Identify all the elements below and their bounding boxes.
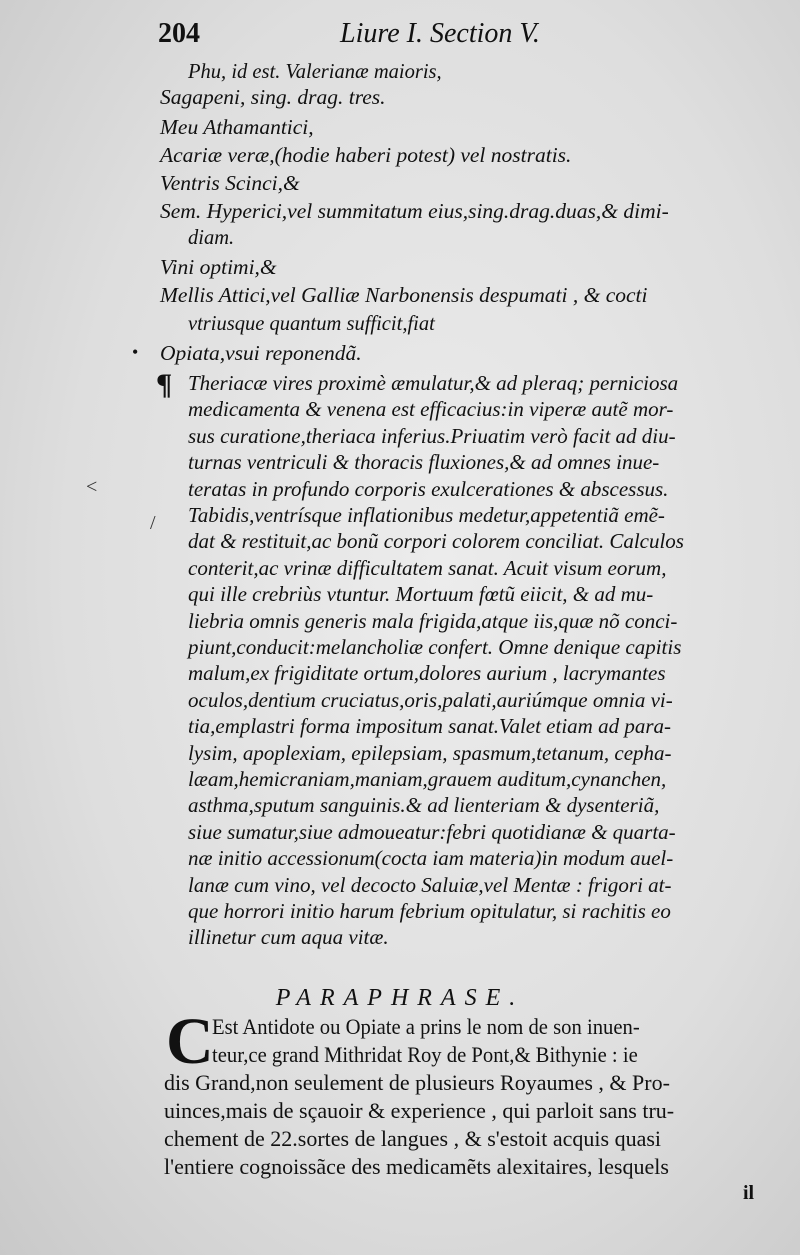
latin-line: dat & restituit,ac bonũ corpori colorem conciliat. Calculos xyxy=(188,529,684,554)
recipe-line: vtriusque quantum sufficit,fiat xyxy=(188,311,435,335)
latin-line: piunt,conducit:melancholiæ confert. Omne denique capitis xyxy=(188,635,682,659)
recipe-line: Sem. Hyperici,vel summitatum eius,sing.drag.duas,& dimi- xyxy=(160,199,669,223)
drop-cap: C xyxy=(166,1005,214,1078)
latin-line: illinetur cum aqua vitæ. xyxy=(188,925,389,950)
paraphrase-line: teur,ce grand Mithridat Roy de Pont,& Bithynie : ie xyxy=(212,1042,638,1067)
latin-line: oculos,dentium cruciatus,oris,palati,auriúmque omnia vi- xyxy=(188,687,673,712)
recipe-line: Opiata,vsui reponendã. xyxy=(160,341,362,365)
latin-line: sus curatione,theriaca inferius.Priuatim verò facit ad diu- xyxy=(188,423,676,448)
latin-line: næ initio accessionum(cocta iam materia)in modum auel- xyxy=(188,846,674,871)
margin-slash-icon: / xyxy=(150,512,156,534)
latin-line: liebria omnis generis mala frigida,atque iis,quæ nõ conci- xyxy=(188,608,678,633)
latin-line: conterit,ac vrinæ difficultatem sanat. Acuit visum eorum, xyxy=(188,555,667,580)
paraphrase-line: Est Antidote ou Opiate a prins le nom de son inuen- xyxy=(212,1014,640,1039)
latin-line: tia,emplastri forma impositum sanat.Valet etiam ad para- xyxy=(188,714,671,739)
recipe-line: diam. xyxy=(188,225,235,249)
latin-line: qui ille crebriùs vtuntur. Mortuum fœtũ eiicit, & ad mu- xyxy=(188,582,654,607)
latin-line: lysim, apoplexiam, epilepsiam, spasmum,tetanum, cepha- xyxy=(188,740,672,765)
paraphrase-line: l'entiere cognoissãce des medicamẽts alexitaires, lesquels xyxy=(164,1154,669,1179)
latin-line: læam,hemicraniam,maniam,grauem auditum,cynanchen, xyxy=(188,767,667,791)
margin-chevron-icon: < xyxy=(86,476,98,498)
latin-line: Theriacæ vires proximè æmulatur,& ad pleraq; perniciosa xyxy=(188,371,679,395)
running-title: Liure I. Section V. xyxy=(340,18,540,49)
recipe-line: Mellis Attici,vel Galliæ Narbonensis despumati , & cocti xyxy=(160,283,648,307)
recipe-line: Phu, id est. Valerianæ maioris, xyxy=(188,59,442,83)
latin-line: siue sumatur,siue admoueatur:febri quotidianæ & quarta- xyxy=(188,819,676,844)
latin-line: Tabidis,ventrísque inflationibus medetur,appetentiã emẽ- xyxy=(188,503,665,527)
latin-line: teratas in profundo corporis exulcerationes & abscessus. xyxy=(188,476,669,501)
latin-line: lanæ cum vino, vel decocto Saluiæ,vel Mentæ : frigori at- xyxy=(188,872,672,897)
folio-number: 204 xyxy=(158,18,200,49)
latin-line: que horrori initio harum febrium opitulatur, si rachitis eo xyxy=(188,899,671,923)
paraphrase-line: uinces,mais de sçauoir & experience , qui parloit sans tru- xyxy=(164,1098,675,1123)
recipe-line: Meu Athamantici, xyxy=(160,115,314,139)
catchword: il xyxy=(743,1182,755,1204)
latin-line: malum,ex frigiditate ortum,dolores aurium , lacrymantes xyxy=(188,661,666,686)
recipe-line: Sagapeni, sing. drag. tres. xyxy=(160,85,386,109)
margin-bullet-icon: • xyxy=(132,342,139,362)
recipe-line: Vini optimi,& xyxy=(160,255,277,279)
pilcrow-icon: ¶ xyxy=(156,368,173,401)
page-header xyxy=(158,18,758,58)
recipe-line: Acariæ veræ,(hodie haberi potest) vel nostratis. xyxy=(160,143,572,167)
latin-line: medicamenta & venena est efficacius:in viperæ autẽ mor- xyxy=(188,397,674,422)
paraphrase-line: dis Grand,non seulement de plusieurs Royaumes , & Pro- xyxy=(164,1070,670,1095)
latin-line: asthma,sputum sanguinis.& ad lienteriam & dysenteriã, xyxy=(188,793,660,818)
recipe-line: Ventris Scinci,& xyxy=(160,171,300,195)
paraphrase-heading: PARAPHRASE. xyxy=(275,985,525,1011)
paraphrase-line: chement de 22.sortes de langues , & s'estoit acquis quasi xyxy=(164,1126,662,1151)
latin-line: turnas ventriculi & thoracis fluxiones,& ad omnes inue- xyxy=(188,450,660,475)
